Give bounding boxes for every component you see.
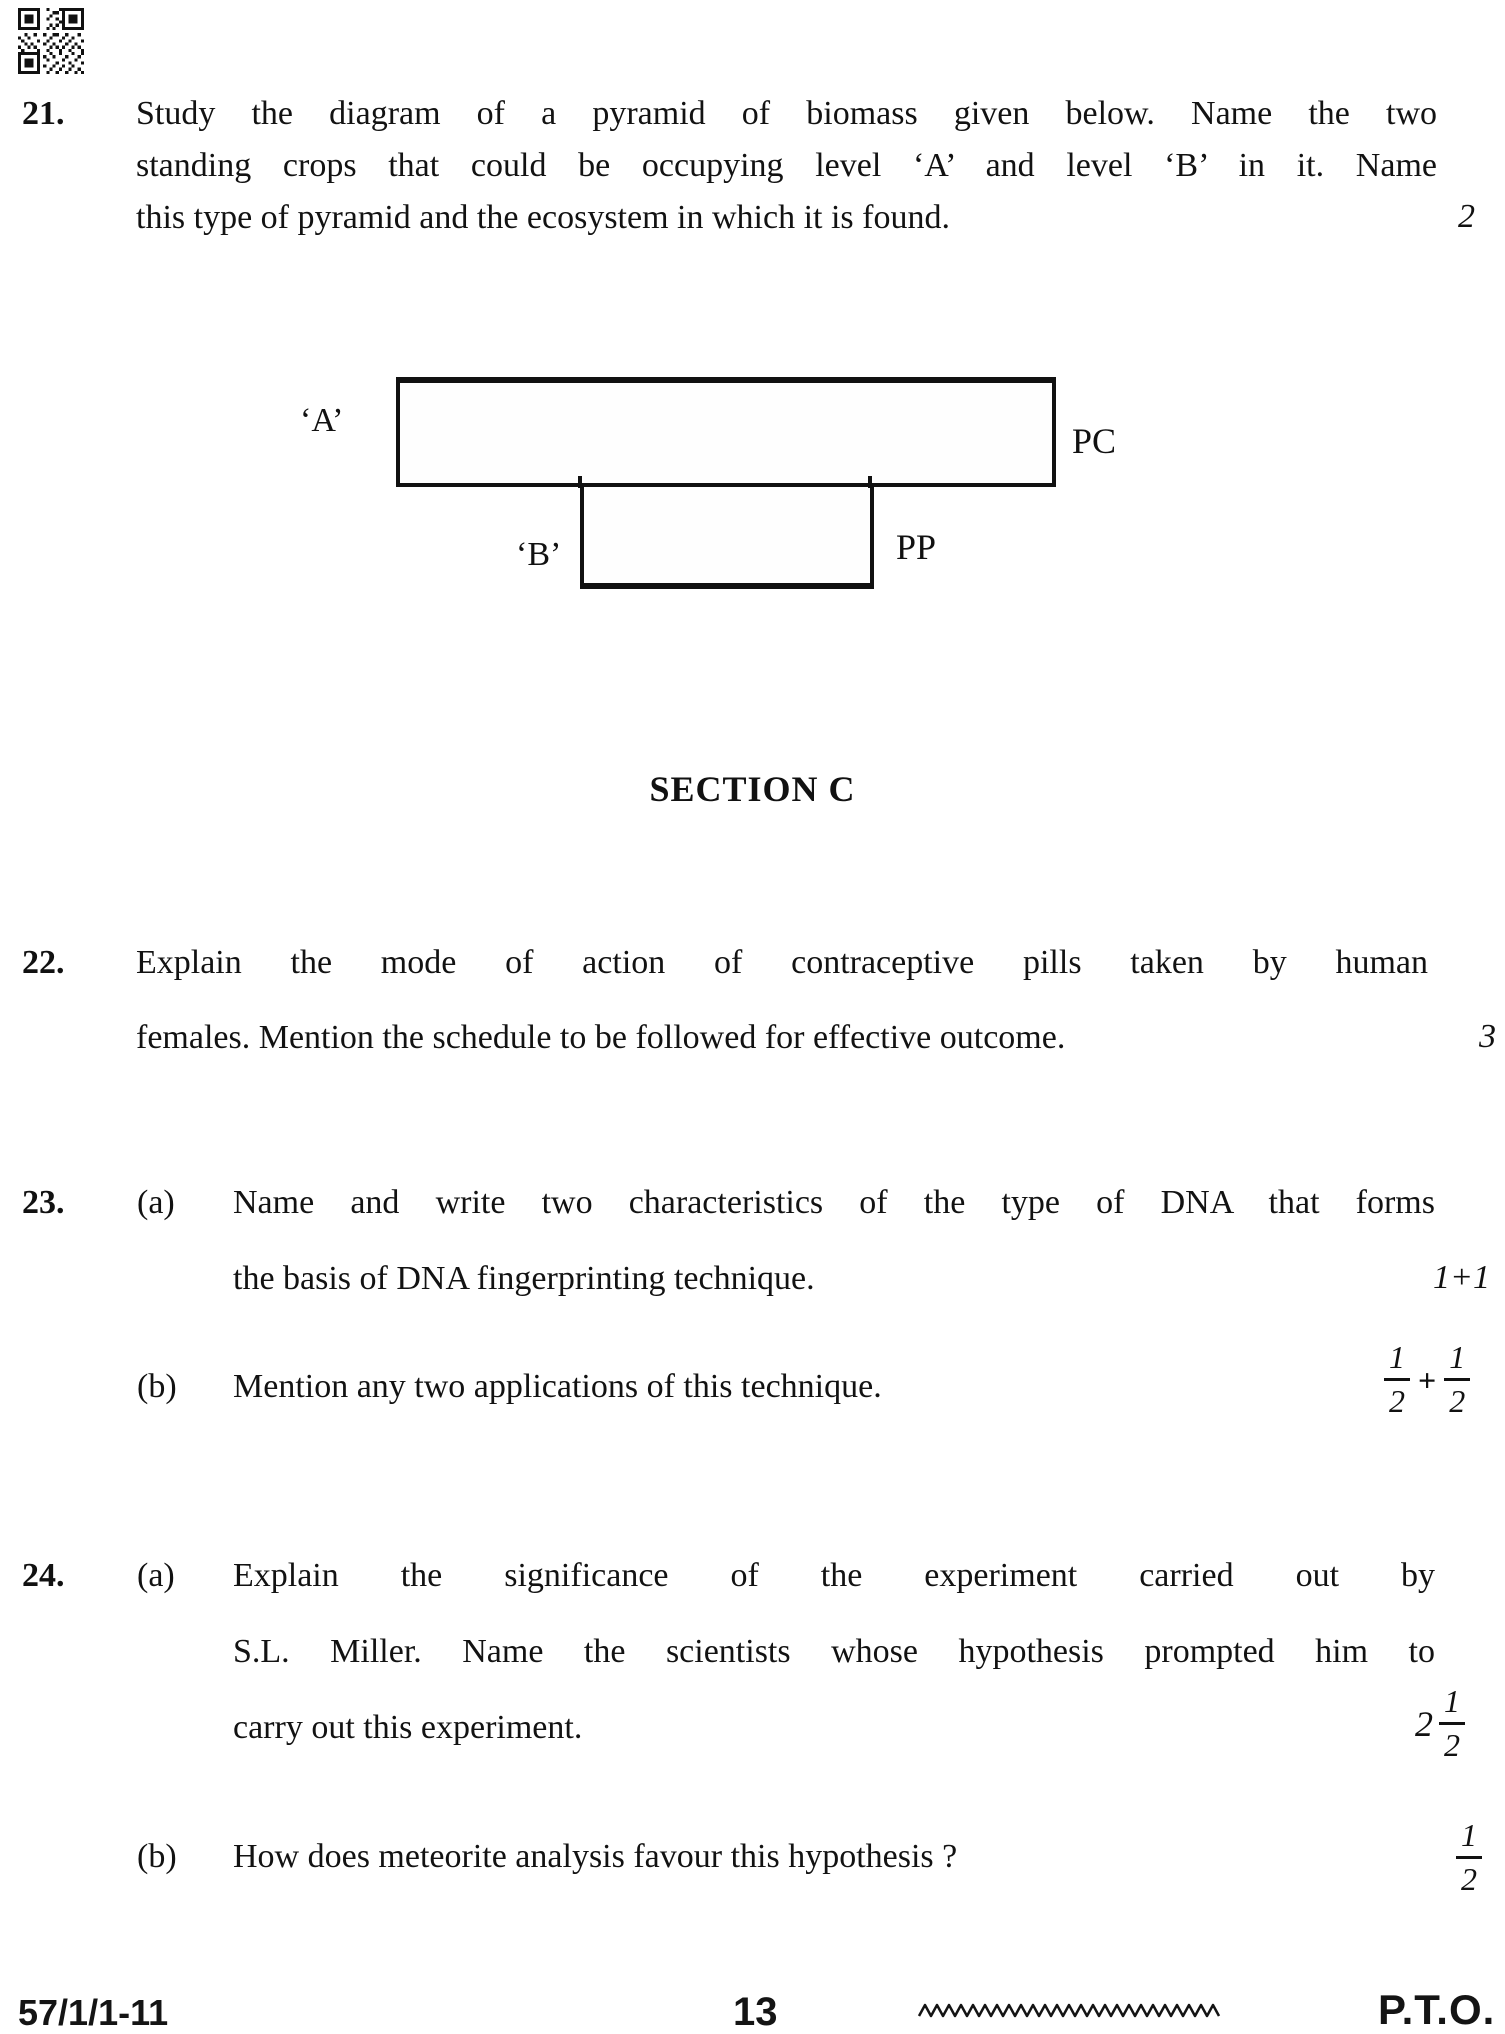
footer-pto: P.T.O.	[1378, 1986, 1496, 2033]
q21-text-line: Study the diagram of a pyramid of biomass given below. Name the two	[136, 95, 1437, 132]
q24a-text	[233, 1538, 1435, 1766]
q21-text-line: this type of pyramid and the ecosystem in which it is found.	[136, 199, 950, 236]
level-b-label: ‘B’	[516, 536, 562, 573]
fraction-denominator: 2	[1461, 1860, 1477, 1897]
section-c-heading: SECTION C	[649, 769, 856, 809]
diagram-tick	[578, 476, 582, 488]
q21-marks: 2	[1458, 198, 1475, 235]
q23-number: 23.	[22, 1184, 65, 1221]
q23a-text-line: the basis of DNA fingerprinting technique.	[233, 1260, 815, 1297]
q24a-text-line: S.L. Miller. Name the scientists whose hypothesis prompted him to	[233, 1633, 1435, 1670]
level-a-label: ‘A’	[300, 402, 344, 439]
plus-sign: +	[1418, 1361, 1437, 1398]
fraction-denominator: 2	[1389, 1382, 1405, 1419]
q24a-text-line: Explain the significance of the experiment carried out by	[233, 1557, 1435, 1594]
level-a-box	[396, 377, 1056, 487]
fraction	[1444, 1340, 1470, 1420]
q24b-text: How does meteorite analysis favour this hypothesis ?	[233, 1838, 958, 1875]
q24a-marks-fraction	[1415, 1684, 1465, 1764]
q24b-marks-fraction	[1456, 1818, 1482, 1898]
q22-number: 22.	[22, 944, 65, 981]
q24a-text-line: carry out this experiment.	[233, 1709, 583, 1746]
level-b-box	[580, 487, 874, 589]
fraction-numerator: 1	[1384, 1340, 1410, 1381]
q22-text-line: females. Mention the schedule to be followed for effective outcome.	[136, 1019, 1066, 1056]
q23b-marks-fraction	[1384, 1340, 1470, 1420]
fraction	[1456, 1818, 1482, 1898]
q24b-label: (b)	[137, 1838, 177, 1875]
pc-label: PC	[1072, 421, 1117, 461]
fraction-denominator: 2	[1449, 1382, 1466, 1419]
fraction-numerator: 1	[1444, 1340, 1470, 1381]
q23a-marks: 1+1	[1433, 1259, 1490, 1296]
footer-page-number: 13	[733, 1990, 778, 2034]
diagram-tick	[868, 476, 872, 488]
whole-number: 2	[1415, 1703, 1433, 1744]
fraction-numerator: 1	[1456, 1818, 1482, 1859]
footer-paper-code: 57/1/1-11	[18, 1992, 169, 2033]
biomass-diagram	[0, 370, 1505, 610]
pp-label: PP	[896, 527, 937, 567]
q22-marks: 3	[1479, 1018, 1496, 1055]
q24a-label: (a)	[137, 1557, 175, 1594]
q23b-label: (b)	[137, 1368, 177, 1405]
q24-number: 24.	[22, 1557, 65, 1594]
q22-text-line: Explain the mode of action of contraceptive pills taken by human	[136, 944, 1428, 981]
q23b-text: Mention any two applications of this technique.	[233, 1368, 882, 1405]
fraction-numerator: 1	[1439, 1684, 1465, 1725]
q21-text-line: standing crops that could be occupying level ‘A’ and level ‘B’ in it. Name	[136, 147, 1437, 184]
q22-text	[136, 925, 1428, 1075]
q23a-text-line: Name and write two characteristics of the type of DNA that forms	[233, 1184, 1435, 1221]
q23a-label: (a)	[137, 1184, 175, 1221]
footer-zigzag-line	[916, 2000, 1252, 2022]
q21-number: 21.	[22, 95, 65, 132]
q21-text	[136, 88, 1437, 244]
qr-code	[18, 8, 84, 74]
q23a-text	[233, 1165, 1435, 1317]
fraction	[1384, 1340, 1410, 1420]
fraction-denominator: 2	[1444, 1726, 1460, 1763]
fraction	[1439, 1684, 1465, 1764]
